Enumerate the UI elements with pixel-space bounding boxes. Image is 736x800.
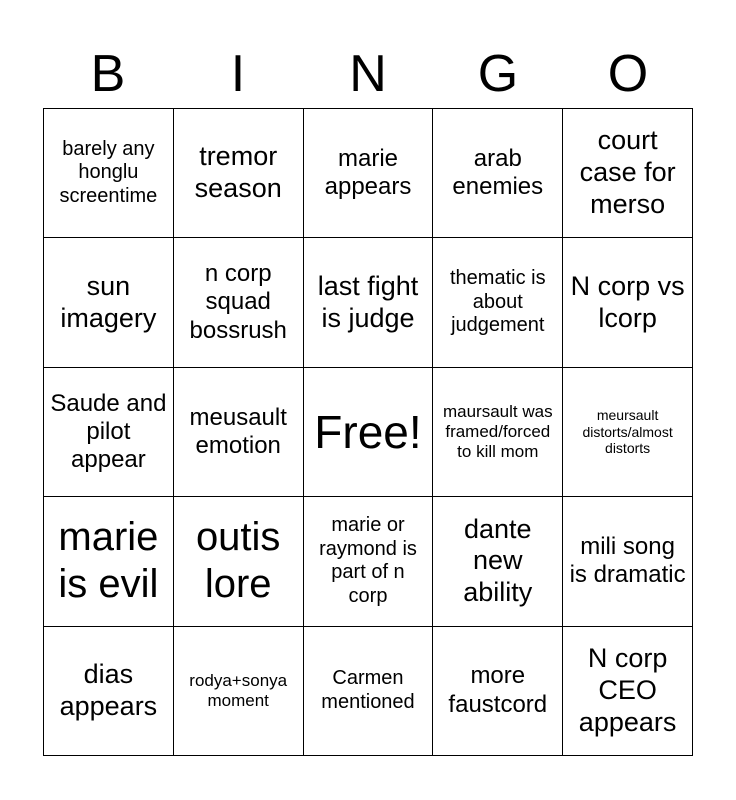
bingo-cell[interactable]: marie or raymond is part of n corp	[304, 497, 434, 626]
bingo-grid	[43, 108, 693, 756]
bingo-cell[interactable]: n corp squad bossrush	[174, 238, 304, 367]
bingo-cell[interactable]: rodya+sonya moment	[174, 627, 304, 756]
bingo-cell[interactable]: barely any honglu screentime	[44, 109, 174, 238]
bingo-cell[interactable]: court case for merso	[563, 109, 693, 238]
header-letter-g: G	[477, 45, 519, 103]
bingo-cell[interactable]: mili song is dramatic	[563, 497, 693, 626]
bingo-cell[interactable]: Carmen mentioned	[304, 627, 434, 756]
bingo-cell[interactable]: sun imagery	[44, 238, 174, 367]
bingo-cell[interactable]: dante new ability	[433, 497, 563, 626]
header-letter-b: B	[90, 45, 126, 103]
bingo-cell[interactable]: tremor season	[174, 109, 304, 238]
bingo-header	[43, 40, 693, 108]
bingo-cell[interactable]: thematic is about judgement	[433, 238, 563, 367]
bingo-cell[interactable]: dias appears	[44, 627, 174, 756]
header-letter-n: N	[349, 45, 387, 103]
bingo-cell[interactable]: maursault was framed/forced to kill mom	[433, 368, 563, 497]
bingo-cell[interactable]: more faustcord	[433, 627, 563, 756]
bingo-cell[interactable]: arab enemies	[433, 109, 563, 238]
bingo-cell[interactable]: N corp CEO appears	[563, 627, 693, 756]
bingo-cell[interactable]: marie is evil	[44, 497, 174, 626]
bingo-cell[interactable]: meursault distorts/almost distorts	[563, 368, 693, 497]
bingo-cell[interactable]: outis lore	[174, 497, 304, 626]
bingo-cell[interactable]: meusault emotion	[174, 368, 304, 497]
free-cell[interactable]: Free!	[304, 368, 434, 497]
bingo-cell[interactable]: Saude and pilot appear	[44, 368, 174, 497]
header-letter-o: O	[607, 45, 649, 103]
bingo-cell[interactable]: last fight is judge	[304, 238, 434, 367]
header-letter-i: I	[230, 45, 246, 103]
bingo-cell[interactable]: marie appears	[304, 109, 434, 238]
bingo-cell[interactable]: N corp vs lcorp	[563, 238, 693, 367]
